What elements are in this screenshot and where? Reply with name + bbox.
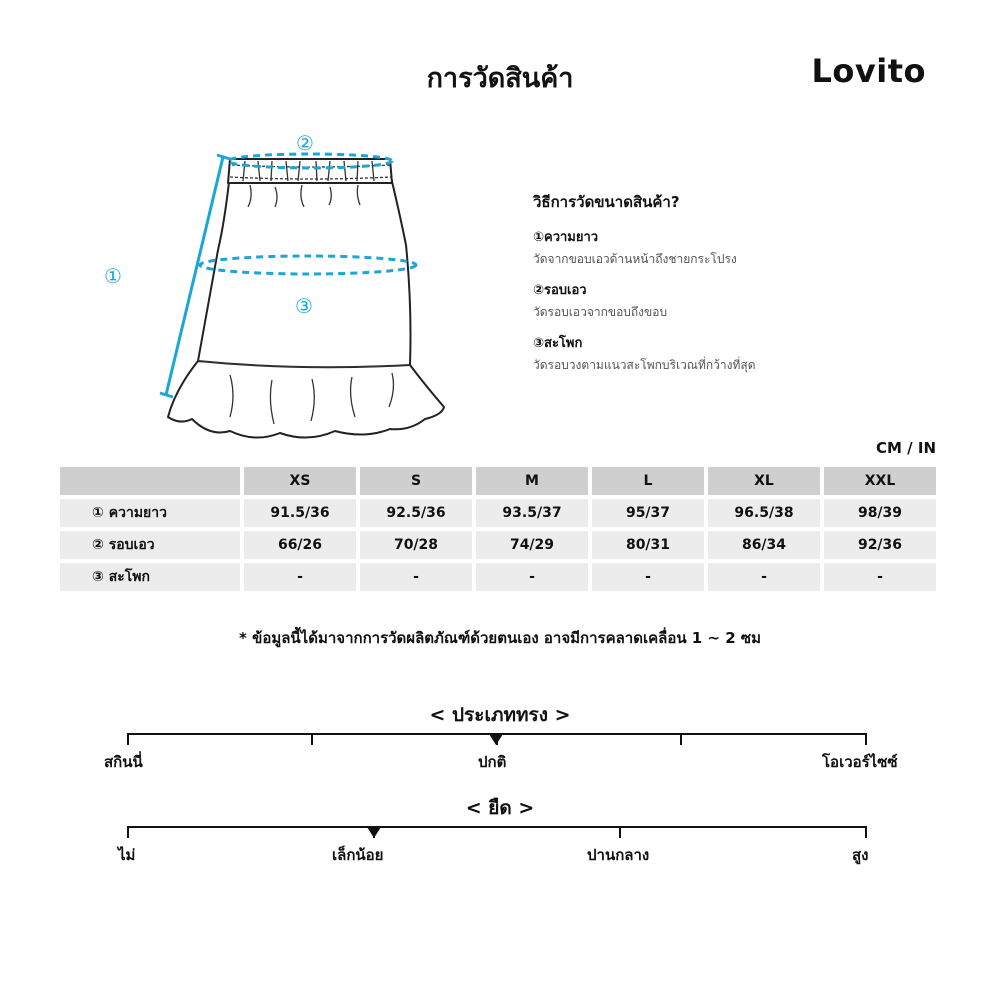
row-label-hip: ③ สะโพก <box>60 563 240 591</box>
table-cell: 93.5/37 <box>476 499 588 527</box>
table-cell: 80/31 <box>592 531 704 559</box>
fit-scale-tick <box>127 733 129 745</box>
instruction-hip-label: ③สะโพก <box>533 336 583 351</box>
fit-scale-tick <box>865 733 867 745</box>
skirt-diagram <box>80 125 480 455</box>
measure-instructions <box>533 190 953 385</box>
marker-length: ① <box>104 264 122 288</box>
fit-selected-marker <box>489 734 503 745</box>
instruction-waist-desc: วัดรอบเอวจากขอบถึงขอบ <box>533 305 668 319</box>
stretch-scale-tick <box>619 826 621 838</box>
fit-scale-tick <box>680 733 682 745</box>
stretch-selected-marker <box>367 827 381 838</box>
table-cell: - <box>824 563 936 591</box>
marker-hip: ③ <box>295 294 313 318</box>
row-label-length: ① ความยาว <box>60 499 240 527</box>
stretch-label-none: ไม่ <box>118 846 136 864</box>
table-cell: 95/37 <box>592 499 704 527</box>
fit-scale-title: < ประเภททรง > <box>429 704 571 726</box>
stretch-scale-line <box>127 826 867 828</box>
table-row <box>60 499 936 527</box>
stretch-label-slight: เล็กน้อย <box>332 846 384 864</box>
table-cell: 92.5/36 <box>360 499 472 527</box>
instruction-length-desc: วัดจากขอบเอวด้านหน้าถึงชายกระโปรง <box>533 252 737 266</box>
instructions-heading: วิธีการวัดขนาดสินค้า? <box>533 193 680 211</box>
table-row <box>60 563 936 591</box>
fit-scale-tick <box>311 733 313 745</box>
stretch-scale-tick <box>127 826 129 838</box>
table-header-row <box>60 467 936 495</box>
row-label-waist: ② รอบเอว <box>60 531 240 559</box>
table-cell: 98/39 <box>824 499 936 527</box>
size-header-s: S <box>360 467 472 495</box>
table-cell: - <box>708 563 820 591</box>
table-cell: 74/29 <box>476 531 588 559</box>
table-cell: - <box>244 563 356 591</box>
marker-waist: ② <box>296 131 314 155</box>
size-chart-table <box>56 463 940 595</box>
table-cell: - <box>592 563 704 591</box>
stretch-scale <box>127 826 867 840</box>
stretch-label-medium: ปานกลาง <box>587 846 650 864</box>
table-row <box>60 531 936 559</box>
measurement-note: * ข้อมูลนี้ได้มาจากการวัดผลิตภัณฑ์ด้วยตนเอง อาจมีการคลาดเคลื่อน 1 ~ 2 ซม <box>239 629 761 647</box>
table-header-corner <box>60 467 240 495</box>
table-cell: 70/28 <box>360 531 472 559</box>
size-header-l: L <box>592 467 704 495</box>
stretch-scale-title: < ยืด > <box>465 797 535 819</box>
table-cell: 66/26 <box>244 531 356 559</box>
table-cell: 92/36 <box>824 531 936 559</box>
table-cell: 91.5/36 <box>244 499 356 527</box>
size-header-xs: XS <box>244 467 356 495</box>
unit-label: CM / IN <box>876 439 936 457</box>
instruction-hip-desc: วัดรอบวงตามแนวสะโพกบริเวณที่กว้างที่สุด <box>533 358 756 372</box>
instruction-waist-label: ②รอบเอว <box>533 283 587 298</box>
fit-label-regular: ปกติ <box>478 753 507 771</box>
fit-label-oversize: โอเวอร์ไซซ์ <box>822 753 898 771</box>
table-cell: 96.5/38 <box>708 499 820 527</box>
size-header-xxl: XXL <box>824 467 936 495</box>
fit-scale <box>127 733 867 747</box>
instruction-length-label: ①ความยาว <box>533 230 599 245</box>
brand-logo: Lovito <box>811 52 926 90</box>
table-cell: - <box>360 563 472 591</box>
fit-label-skinny: สกินนี่ <box>104 753 143 771</box>
size-header-xl: XL <box>708 467 820 495</box>
table-cell: - <box>476 563 588 591</box>
page-title: การวัดสินค้า <box>426 63 574 94</box>
stretch-label-high: สูง <box>852 846 869 864</box>
stretch-scale-tick <box>865 826 867 838</box>
table-cell: 86/34 <box>708 531 820 559</box>
size-header-m: M <box>476 467 588 495</box>
